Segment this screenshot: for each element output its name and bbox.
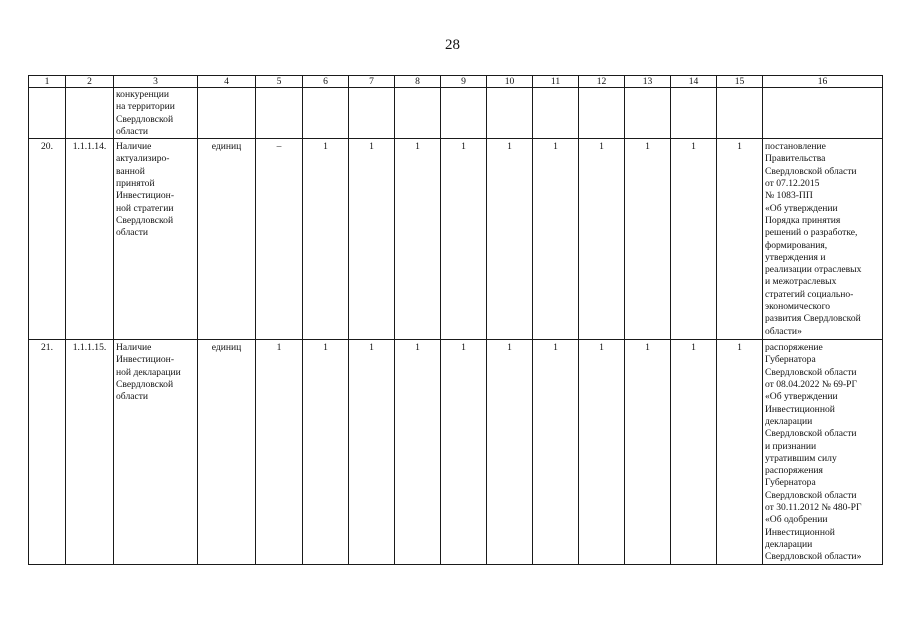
- column-header: 15: [717, 76, 763, 88]
- value-cell: 1: [256, 340, 303, 564]
- column-header: 4: [198, 76, 256, 88]
- value-cell: 1: [441, 340, 487, 564]
- value-cell: 1: [303, 139, 349, 340]
- value-cell: 1: [395, 340, 441, 564]
- value-cell: 1: [303, 340, 349, 564]
- table-cell: [303, 88, 349, 139]
- value-cell: 1: [487, 340, 533, 564]
- value-cell: 1: [349, 139, 395, 340]
- table-cell: [625, 88, 671, 139]
- unit-cell: единиц: [198, 340, 256, 564]
- indicators-table: [28, 75, 883, 565]
- value-cell: 1: [625, 139, 671, 340]
- table-cell: [441, 88, 487, 139]
- value-cell: 1: [441, 139, 487, 340]
- value-cell: 1: [579, 139, 625, 340]
- column-header: 16: [763, 76, 883, 88]
- column-header: 14: [671, 76, 717, 88]
- indicator-name-cell: Наличие Инвестицион- ной декларации Свердловской области: [114, 340, 198, 564]
- table-header-row: [29, 76, 883, 88]
- value-cell: 1: [625, 340, 671, 564]
- column-header: 11: [533, 76, 579, 88]
- source-document-cell: постановление Правительства Свердловской области от 07.12.2015 № 1083-ПП «Об утверждении Порядка принятия решений о разработке, формирования, утверждения и реализации отраслевых и межотраслевых стратегий социально- экономического развития Свердловской области»: [763, 139, 883, 340]
- table-cell: [487, 88, 533, 139]
- row-code-cell: 1.1.1.14.: [66, 139, 114, 340]
- indicator-name-cell: Наличие актуализиро- ванной принятой Инвестицион- ной стратегии Свердловской области: [114, 139, 198, 340]
- table-cell: [198, 88, 256, 139]
- table-cell: [395, 88, 441, 139]
- row-number-cell: 20.: [29, 139, 66, 340]
- column-header: 13: [625, 76, 671, 88]
- row-number-cell: 21.: [29, 340, 66, 564]
- column-header: 2: [66, 76, 114, 88]
- value-cell: 1: [579, 340, 625, 564]
- value-cell: 1: [533, 139, 579, 340]
- value-cell: 1: [395, 139, 441, 340]
- page-number: 28: [445, 37, 460, 53]
- table-cell: [533, 88, 579, 139]
- row-code-cell: 1.1.1.15.: [66, 340, 114, 564]
- value-cell: 1: [349, 340, 395, 564]
- value-cell: 1: [533, 340, 579, 564]
- column-header: 8: [395, 76, 441, 88]
- value-cell: 1: [487, 139, 533, 340]
- table-cell: [579, 88, 625, 139]
- table-cell: [29, 88, 66, 139]
- table-row: [29, 139, 883, 340]
- table-row-continuation: [29, 88, 883, 139]
- value-cell: 1: [671, 139, 717, 340]
- value-cell: –: [256, 139, 303, 340]
- value-cell: 1: [671, 340, 717, 564]
- unit-cell: единиц: [198, 139, 256, 340]
- column-header: 5: [256, 76, 303, 88]
- value-cell: 1: [717, 139, 763, 340]
- table-cell: [717, 88, 763, 139]
- column-header: 7: [349, 76, 395, 88]
- value-cell: 1: [717, 340, 763, 564]
- table-cell: [763, 88, 883, 139]
- source-document-cell: распоряжение Губернатора Свердловской области от 08.04.2022 № 69-РГ «Об утверждении Инвестиционной декларации Свердловской области и признании утратившим силу распоряжения Губернатора Свердловской области от 30.11.2012 № 480-РГ «Об одобрении Инвестиционной декларации Свердловской области»: [763, 340, 883, 564]
- table-cell: [349, 88, 395, 139]
- column-header: 9: [441, 76, 487, 88]
- column-header: 3: [114, 76, 198, 88]
- column-header: 12: [579, 76, 625, 88]
- column-header: 10: [487, 76, 533, 88]
- column-header: 1: [29, 76, 66, 88]
- table-row: [29, 340, 883, 564]
- table-cell: [671, 88, 717, 139]
- column-header: 6: [303, 76, 349, 88]
- table-cell: [66, 88, 114, 139]
- indicator-name-cell: конкуренции на территории Свердловской области: [114, 88, 198, 139]
- table-cell: [256, 88, 303, 139]
